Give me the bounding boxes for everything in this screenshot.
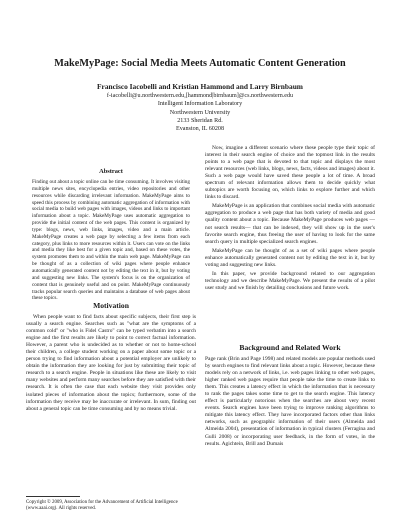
footnote-divider (26, 496, 80, 497)
motivation-text (26, 314, 196, 415)
affiliation-line-3: 2133 Sheridan Rd. (177, 117, 223, 124)
affiliation-line-2: Northwestern University (169, 109, 231, 116)
background-heading: Background and Related Work (239, 343, 341, 352)
affiliation-block (0, 92, 400, 133)
motivation-paragraph: When people want to find facts about specific subjects, their first step is usually a search engine. Searches such as "what are the symptoms of a common cold" or "who is Fidel Castro" can be typed verbatim into a search engine and the first results are likely to point to correct factual information. However, a parent who is undecided as to whether or not to home-school their children, a college student working on a paper about some topic or a person trying to find information about a potential employer are unlikely to obtain the information they are looking for just by submitting their topic of research to a search engine. People in situations like these are likely to visit many websites and perform many searches before they are satisfied with their research. It is often the case that each website they visit provides only isolated pieces of information about the topics; furthermore, some of the information they receive may be inaccurate or irrelevant. In sum, finding out about a general topic can be time consuming and by no means trivial. (26, 314, 196, 412)
author-list: Francisco Iacobelli and Kristian Hammond and Larry Birnbaum (97, 82, 303, 91)
intro-paragraph-3: MakeMyPage can be thought of as a set of wiki pages where people enhance automatically generated content not by editing the text in it, but by voting and suggesting new links. (205, 247, 375, 268)
author-emails: f-iacobelli@u.northwestern.edu,[hammond|birnbaum]@cs.northwestern.edu (106, 93, 294, 99)
intro-right-column (205, 145, 375, 294)
intro-paragraph-4: In this paper, we provide background related to our aggregation technology and we describe MakeMyPage. We present the results of a pilot user study and we finish by detailing conclusions and future work. (205, 270, 375, 291)
affiliation-line-1: Intelligent Information Laboratory (157, 101, 243, 108)
intro-paragraph-1: Now, imagine a different scenario where these people type their topic of interest in their search engine of choice and the topmost link in the results points to a web page that is devoted to that topic and displays the most relevant resources (web links, blogs, news, facts, videos and images) about it. Such a web page would have saved these people a lot of time. A broad spectrum of relevant information allows them to decide quickly what subtopics are worth focusing on, which links to explore further and which links to discard. (205, 145, 375, 201)
affiliation-line-4: Evanston, IL 60208 (175, 126, 224, 133)
background-text (205, 356, 375, 450)
motivation-heading: Motivation (93, 301, 129, 310)
background-paragraph: Page rank (Brin and Page 1998) and related models are popular methods used by search engines to find relevant links about a topic. However, because these models rely on a network of links, i.e. web pages linking to other web pages, higher ranked web pages require that people take the time to create links to them. This creates a latency effect in which the information that is necessary to rank the pages takes some time to get to the search engine. This latency effect is particularly notorious when the searches are about very recent events. Search engines have been trying to improve ranking algorithms to mitigate this latency effect. They have incorporated factors other than links networks, such as geographic information of their users (Almeida and Almeida 2004), presentation of information in typical clusters (Ferragina and Gulli 2008) or incorporating user feedback, in the form of votes, in the results. Agichtein, Brill and Dumais (205, 356, 375, 447)
abstract-text: Finding out about a topic online can be time consuming. It involves visiting multiple news sites, encyclopedia entries, video repositories and other resources while discarding irrelevant information. MakeMyPage aims to speed this process by combining automatic aggregation of information with social media to build web pages with images, videos and links to important information about a topic. MakeMyPage uses automatic aggregation to provide the initial content of the web pages. This content is organized by type: blogs, news, web links, images, video and a main article. MakeMyPage creates a web page by selecting a few items from each category, plus links to more resources within it. Users can vote on the links and media they like best for a given topic and, based on these votes, the system promotes them to and within the main web page. MakeMyPage can be thought of as a collection of wiki pages where people enhance automatically generated content not by editing the text in it, but by voting and suggesting new links. The system's focus is on the organization of content that is genuinely useful and on point. MakeMyPage continuously tracks popular search queries and maintains a database of web pages about these topics. (32, 179, 190, 302)
intro-paragraph-2: MakeMyPage is an application that combines social media with automatic aggregation to produce a web page that has both variety of media and good quality content about a topic. Because MakeMyPage produces web pages —not search results— that can be indexed, they will show up in the user's favorite search engine, thus freeing the user of having to look for the same search query in multiple specialized search engines. (205, 203, 375, 245)
copyright-footnote: Copyright © 2009, Association for the Advancement of Artificial Intelligence (www.aaai.org). All rights reserved. (26, 500, 178, 511)
paper-title: MakeMyPage: Social Media Meets Automatic Content Generation (54, 58, 346, 69)
abstract-heading: Abstract (99, 168, 123, 175)
